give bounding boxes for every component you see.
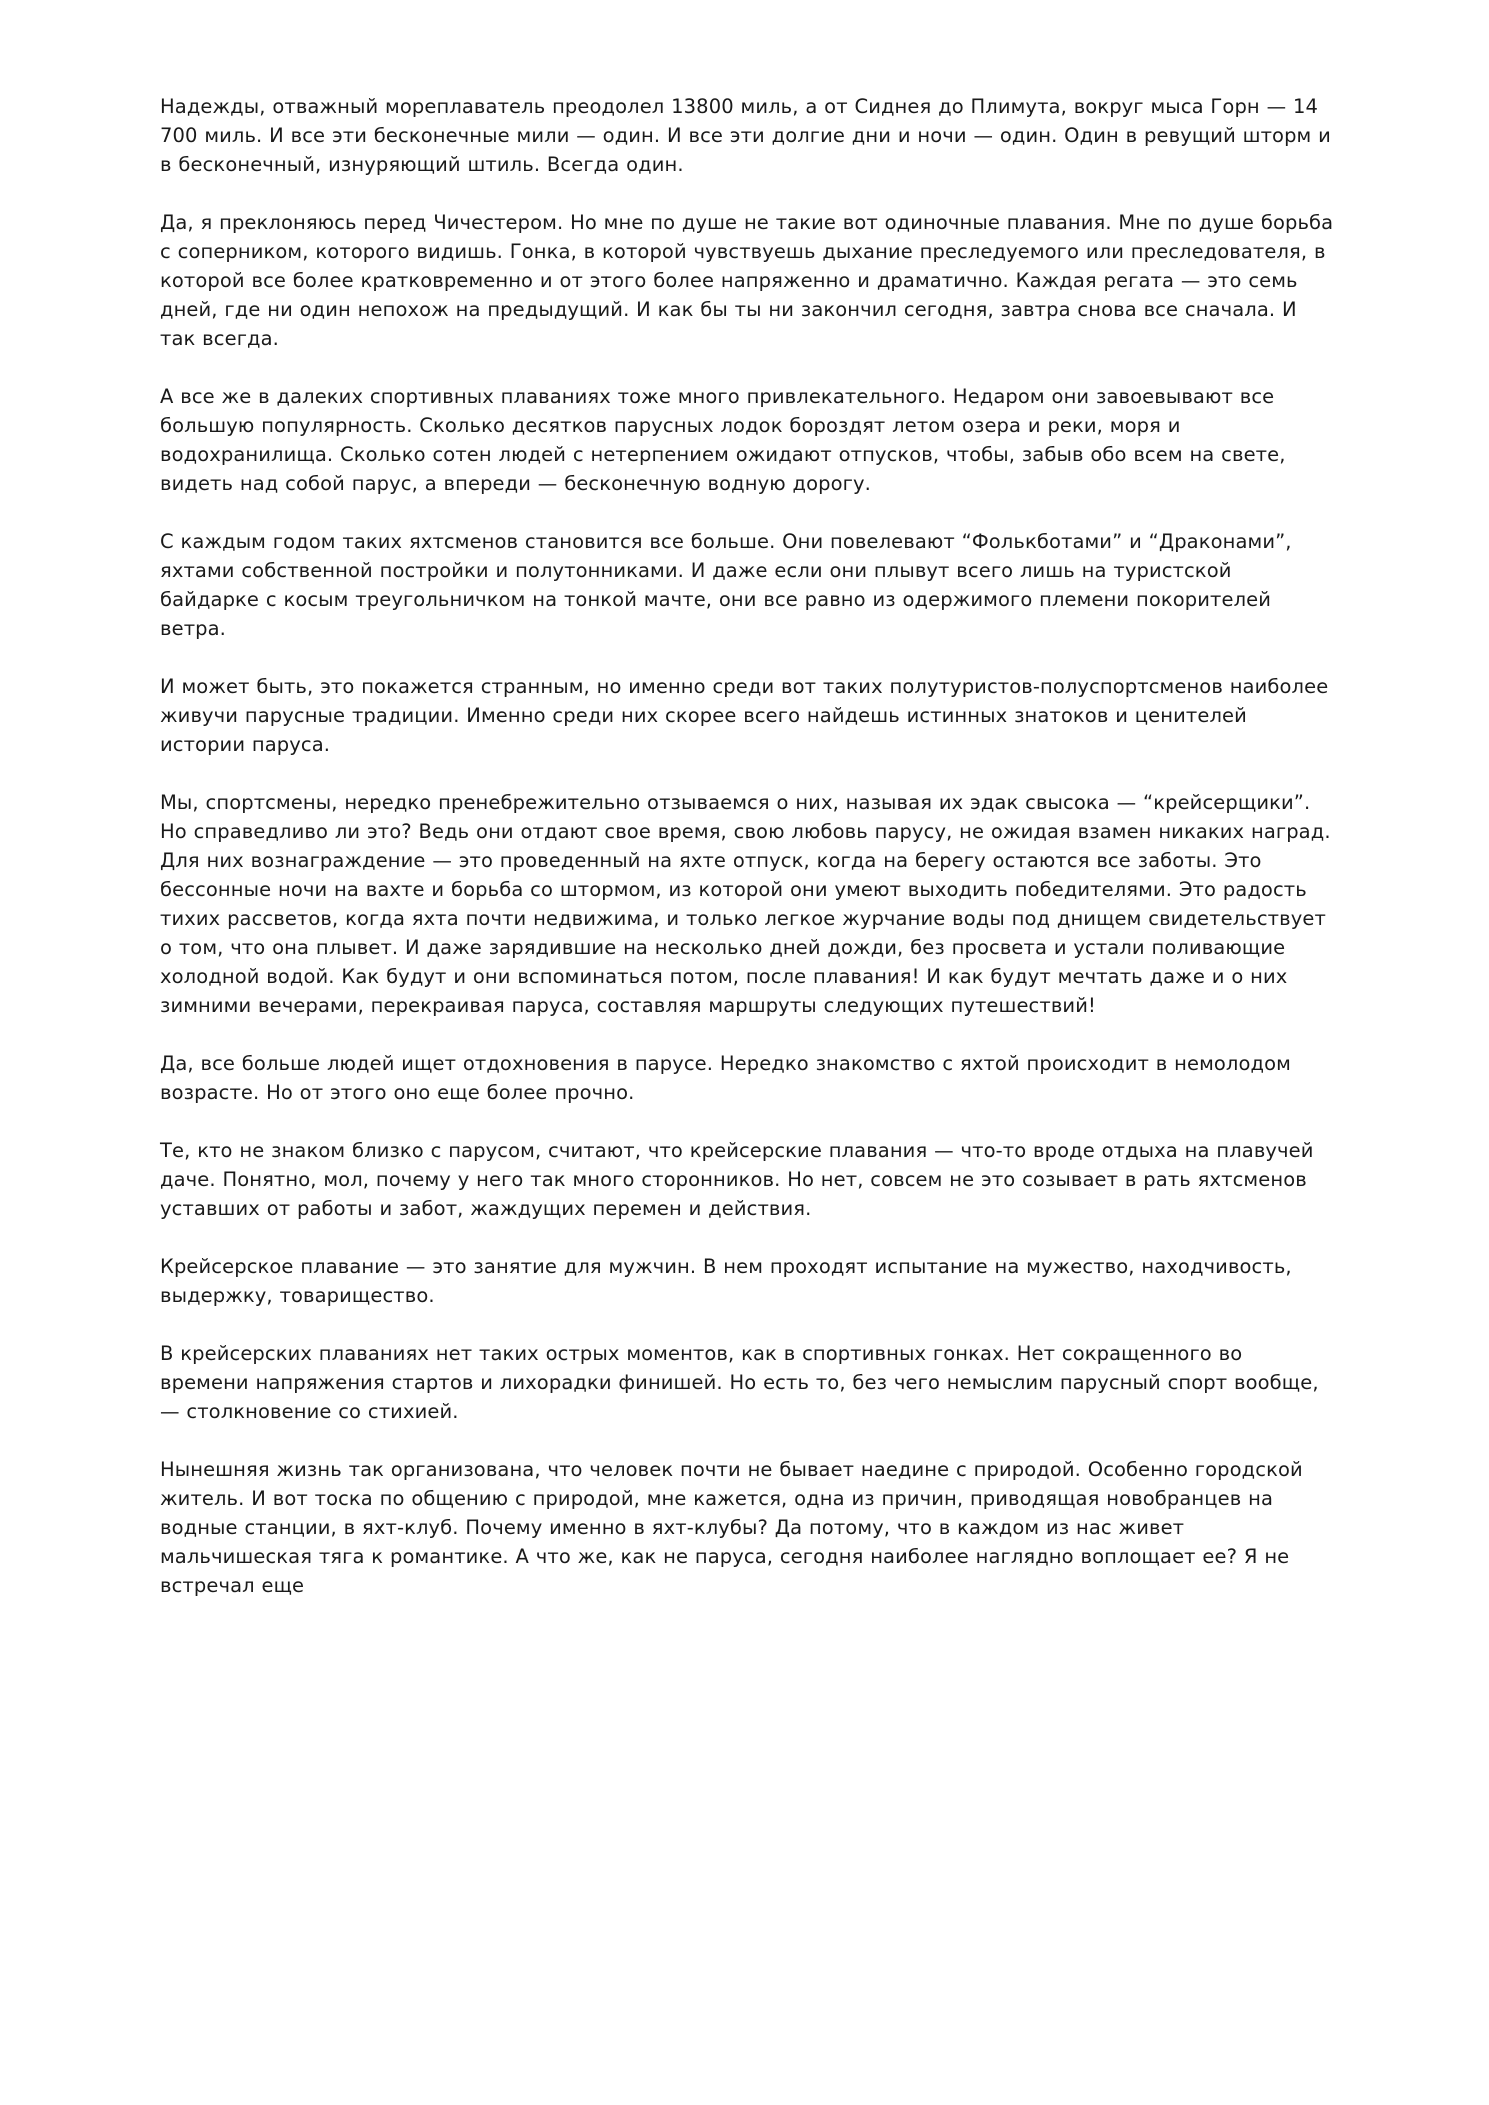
- paragraph: В крейсерских плаваниях нет таких острых моментов, как в спортивных гонках. Нет сокращенного во времени напряжения стартов и лихорадки финишей. Но есть то, без чего немыслим парусный спорт вообще, — столкновение со стихией.: [160, 1342, 1319, 1423]
- paragraph: Надежды, отважный мореплаватель преодолел 13800 миль, а от Сиднея до Плимута, вокруг мыса Горн — 14 700 миль. И все эти бесконечные мили — один. И все эти долгие дни и ночи — один. Один в ревущий шторм и в бесконечный, изнуряющий штиль. Всегда один.: [160, 95, 1331, 176]
- paragraph: Да, все больше людей ищет отдохновения в парусе. Нередко знакомство с яхтой происходит в немолодом возрасте. Но от этого оно еще более прочно.: [160, 1052, 1291, 1104]
- paragraph: А все же в далеких спортивных плаваниях тоже много привлекательного. Недаром они завоевывают все большую популярность. Сколько десятков парусных лодок бороздят летом озера и реки, моря и водохранилища. Сколько сотен людей с нетерпением ожидают отпусков, чтобы, забыв обо всем на свете, видеть над собой парус, а впереди — бесконечную водную дорогу.: [160, 385, 1286, 495]
- paragraph: Нынешняя жизнь так организована, что человек почти не бывает наедине с природой. Особенно городской житель. И вот тоска по общению с природой, мне кажется, одна из причин, приводящая новобранцев на водные станции, в яхт-клуб. Почему именно в яхт-клубы? Да потому, что в каждом из нас живет мальчишеская тяга к романтике. А что же, как не паруса, сегодня наиболее наглядно воплощает ее? Я не встречал еще: [160, 1458, 1303, 1597]
- paragraph: Те, кто не знаком близко с парусом, считают, что крейсерские плавания — что-то вроде отдыха на плавучей даче. Понятно, мол, почему у него так много сторонников. Но нет, совсем не это созывает в рать яхтсменов уставших от работы и забот, жаждущих перемен и действия.: [160, 1139, 1314, 1220]
- paragraph: Крейсерское плавание — это занятие для мужчин. В нем проходят испытание на мужество, находчивость, выдержку, товарищество.: [160, 1255, 1292, 1307]
- paragraph: И может быть, это покажется странным, но именно среди вот таких полутуристов-полуспортсменов наиболее живучи парусные традиции. Именно среди них скорее всего найдешь истинных знатоков и ценителей истории паруса.: [160, 675, 1329, 756]
- paragraph: Да, я преклоняюсь перед Чичестером. Но мне по душе не такие вот одиночные плавания. Мне по душе борьба с соперником, которого видишь. Гонка, в которой чувствуешь дыхание преследуемого или преследователя, в которой все более кратковременно и от этого более напряженно и драматично. Каждая регата — это семь дней, где ни один непохож на предыдущий. И как бы ты ни закончил сегодня, завтра снова все сначала. И так всегда.: [160, 211, 1334, 350]
- document-page: [160, 92, 1335, 1600]
- paragraph: Мы, спортсмены, нередко пренебрежительно отзываемся о них, называя их эдак свысока — “крейсерщики”. Но справедливо ли это? Ведь они отдают свое время, свою любовь парусу, не ожидая взамен никаких наград. Для них вознаграждение — это проведенный на яхте отпуск, когда на берегу остаются все заботы. Это бессонные ночи на вахте и борьба со штормом, из которой они умеют выходить победителями. Это радость тихих рассветов, когда яхта почти недвижима, и только легкое журчание воды под днищем свидетельствует о том, что она плывет. И даже зарядившие на несколько дней дожди, без просвета и устали поливающие холодной водой. Как будут и они вспоминаться потом, после плавания! И как будут мечтать даже и о них зимними вечерами, перекраивая паруса, составляя маршруты следующих путешествий!: [160, 791, 1331, 1017]
- paragraph: С каждым годом таких яхтсменов становится все больше. Они повелевают “Фолькботами” и “Драконами”, яхтами собственной постройки и полутонниками. И даже если они плывут всего лишь на туристской байдарке с косым треугольничком на тонкой мачте, они все равно из одержимого племени покорителей ветра.: [160, 530, 1292, 640]
